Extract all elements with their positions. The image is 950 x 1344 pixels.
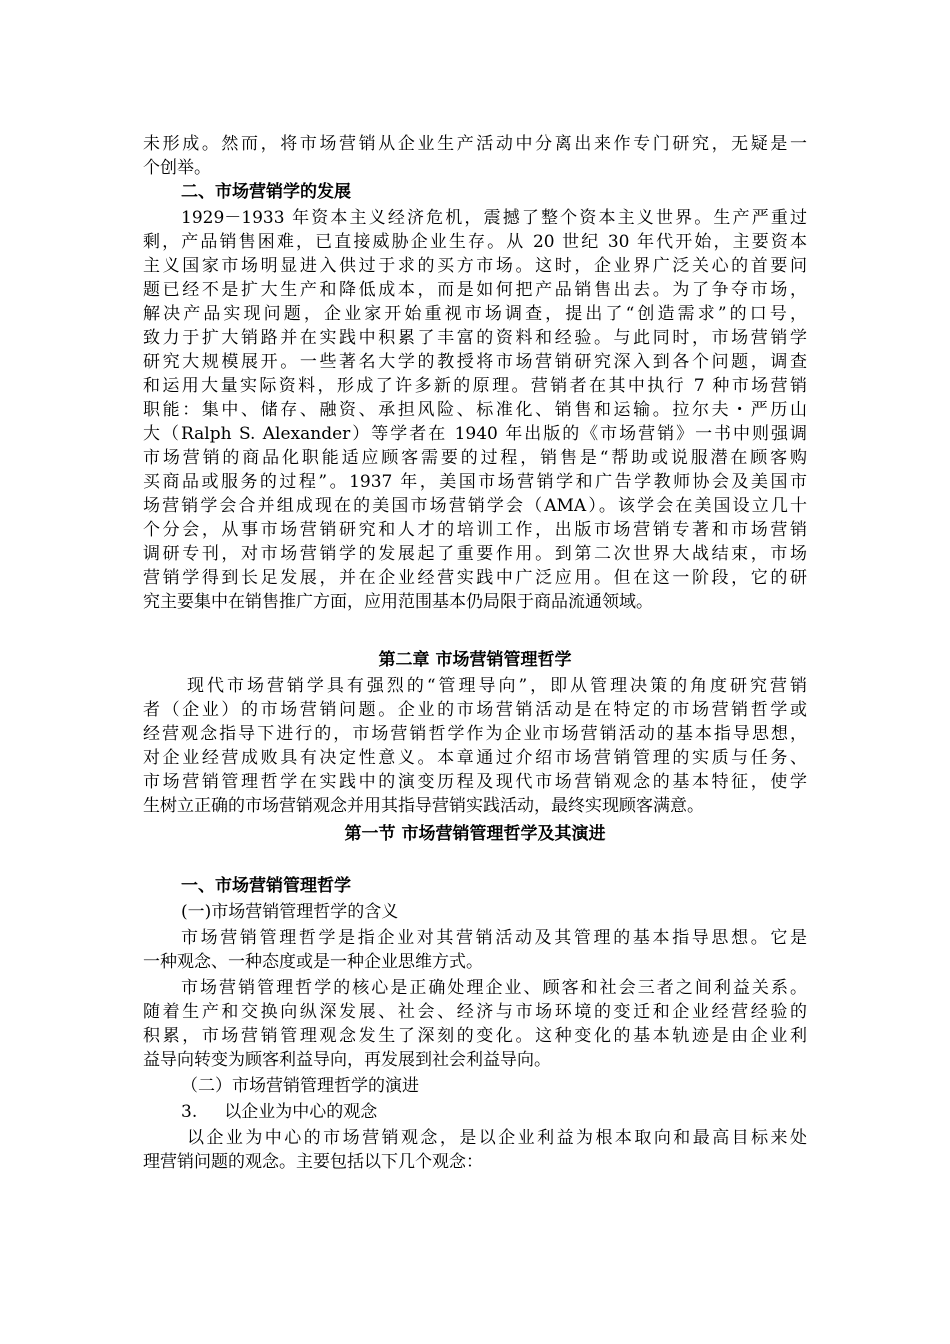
body-text-line: 现代市场营销学具有强烈的“管理导向”，即从管理决策的角度研究营销	[187, 676, 807, 696]
body-text-line: 营销学得到长足发展，并在企业经营实践中广泛应用。但在这一阶段，它的研	[143, 568, 807, 588]
body-text-line: 个创举。	[143, 158, 211, 178]
body-text-line: 随着生产和交换向纵深发展、社会、经济与市场环境的变迁和企业经营经验的	[143, 1002, 807, 1022]
body-text-line: 市场营销管理哲学在实践中的演变历程及现代市场营销观念的基本特征，使学	[143, 772, 807, 792]
body-text-line: 职能：集中、储存、融资、承担风险、标准化、销售和运输。拉尔夫・严历山	[143, 400, 807, 420]
body-text-line: 者（企业）的市场营销问题。企业的市场营销活动是在特定的市场营销哲学或	[143, 700, 807, 720]
sub-heading: (一)市场营销管理哲学的含义	[181, 902, 399, 922]
body-text-line: 场营销学会合并组成现在的美国市场营销学会（AMA）。该学会在美国设立几十	[143, 496, 807, 516]
body-text-line: 益导向转变为顾客利益导向，再发展到社会利益导向。	[143, 1050, 551, 1070]
body-text-line: 以企业为中心的市场营销观念，是以企业利益为根本取向和最高目标来处	[187, 1128, 807, 1148]
section-heading: 二、市场营销学的发展	[181, 182, 351, 202]
body-text-line: 买商品或服务的过程”。1937 年，美国市场营销学和广告学教师协会及美国市	[143, 472, 807, 492]
body-text-line: 积累，市场营销管理观念发生了深刻的变化。这种变化的基本轨迹是由企业利	[143, 1026, 807, 1046]
body-text-line: 大（Ralph S. Alexander）等学者在 1940 年出版的《市场营销》一书中则强调	[143, 424, 807, 444]
body-text-line: 调研专刊，对市场营销学的发展起了重要作用。到第二次世界大战结束，市场	[143, 544, 807, 564]
chapter-title: 第二章 市场营销管理哲学	[378, 650, 572, 670]
body-text-line: 未形成。然而，将市场营销从企业生产活动中分离出来作专门研究，无疑是一	[143, 134, 807, 154]
body-text-line: 题已经不是扩大生产和降低成本，而是如何把产品销售出去。为了争夺市场，	[143, 280, 807, 300]
subsection-heading: 一、市场营销管理哲学	[181, 876, 351, 896]
body-text-line: 主义国家市场明显进入供过于求的买方市场。这时，企业界广泛关心的首要问	[143, 256, 807, 276]
body-text-line: 剩，产品销售困难，已直接威胁企业生存。从 20 世纪 30 年代开始，主要资本	[143, 232, 807, 252]
numbered-heading: 3. 以企业为中心的观念	[181, 1102, 378, 1122]
body-text-line: 和运用大量实际资料，形成了许多新的原理。营销者在其中执行 7 种市场营销	[143, 376, 807, 396]
body-text-line: 市场营销的商品化职能适应顾客需要的过程，销售是“帮助或说服潜在顾客购	[143, 448, 807, 468]
body-text-line: 对企业经营成败具有决定性意义。本章通过介绍市场营销管理的实质与任务、	[143, 748, 807, 768]
body-text-line: 市场营销管理哲学是指企业对其营销活动及其管理的基本指导思想。它是	[181, 928, 807, 948]
body-text-line: 一种观念、一种态度或是一种企业思维方式。	[143, 952, 483, 972]
body-text-line: 经营观念指导下进行的，市场营销哲学作为企业市场营销活动的基本指导思想，	[143, 724, 807, 744]
body-text-line: 研究大规模展开。一些著名大学的教授将市场营销研究深入到各个问题，调查	[143, 352, 807, 372]
sub-heading: （二）市场营销管理哲学的演进	[181, 1076, 419, 1096]
body-text-line: 个分会，从事市场营销研究和人才的培训工作，出版市场营销专著和市场营销	[143, 520, 807, 540]
body-text-line: 解决产品实现问题，企业家开始重视市场调查，提出了“创造需求”的口号，	[143, 304, 807, 324]
body-text-line: 致力于扩大销路并在实践中积累了丰富的资料和经验。与此同时，市场营销学	[143, 328, 807, 348]
body-text-line: 生树立正确的市场营销观念并用其指导营销实践活动，最终实现顾客满意。	[143, 796, 704, 816]
section-title: 第一节 市场营销管理哲学及其演进	[344, 824, 606, 844]
body-text-line: 究主要集中在销售推广方面，应用范围基本仍局限于商品流通领域。	[143, 592, 653, 612]
body-text-line: 理营销问题的观念。主要包括以下几个观念：	[143, 1152, 483, 1172]
body-text-line: 1929－1933 年资本主义经济危机，震撼了整个资本主义世界。生产严重过	[181, 208, 807, 228]
body-text-line: 市场营销管理哲学的核心是正确处理企业、顾客和社会三者之间利益关系。	[181, 978, 807, 998]
